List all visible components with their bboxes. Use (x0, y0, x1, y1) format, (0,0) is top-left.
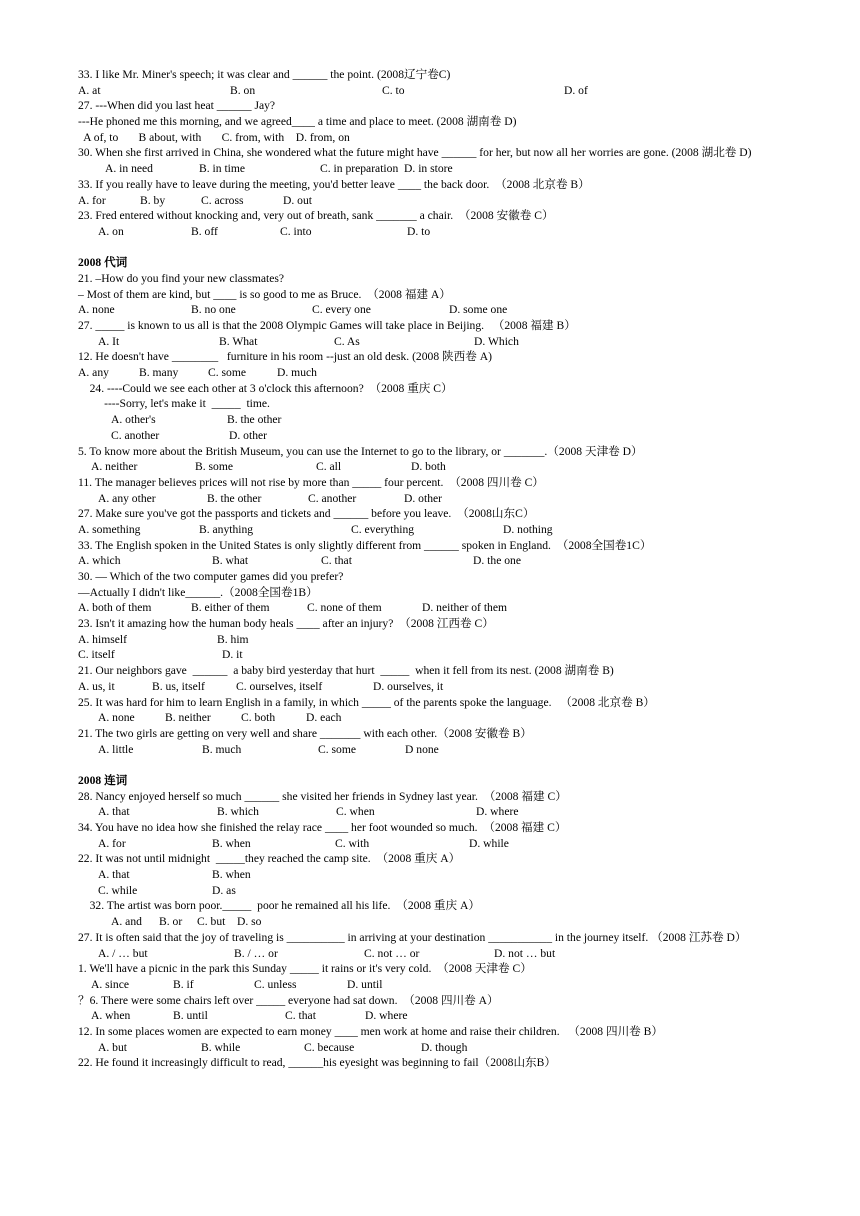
question-line: 33. The English spoken in the United States is only slightly different from ______ spoken in England. （2008全国卷1C） (78, 538, 652, 552)
answer-option: B. many (139, 366, 179, 380)
answer-option: B. him (217, 632, 249, 646)
answer-option: A. something (78, 522, 141, 536)
answer-option: D. it (222, 648, 243, 662)
answer-option: D. as (212, 883, 236, 897)
question-line: 34. You have no idea how she finished the relay race ____ her foot wounded so much. （2008 福建 C） (78, 821, 567, 835)
answer-option: C. itself (78, 648, 115, 662)
answer-option: B. no one (191, 303, 236, 317)
answer-option: B. what (212, 554, 249, 568)
answer-option: D. other (404, 491, 442, 505)
answer-option: D. much (277, 366, 317, 380)
options-line (78, 679, 798, 695)
question-line: ----Sorry, let's make it _____ time. (78, 397, 270, 411)
answer-option: D. not … but (494, 946, 556, 960)
options-line (78, 224, 798, 240)
options-line (78, 412, 798, 428)
options-line (78, 334, 798, 350)
answer-option: C. everything (351, 522, 415, 536)
answer-option: B. What (219, 334, 258, 348)
answer-option: C. that (321, 554, 352, 568)
section-heading: 2008 代词 (78, 256, 128, 270)
answer-option: C. when (336, 805, 375, 819)
answer-option: A. both of them (78, 601, 152, 615)
options-line (78, 600, 798, 616)
question-line: 33. I like Mr. Miner's speech; it was clear and ______ the point. (2008辽宁卷C) (78, 68, 451, 81)
answer-option: D. some one (449, 303, 508, 317)
answer-option: D. the one (473, 554, 521, 568)
question-line: 27. _____ is known to us all is that the 2008 Olympic Games will take place in Beijing. （2008 福建 B） (78, 319, 576, 333)
options-line (78, 193, 798, 209)
options-line (78, 867, 798, 883)
answer-option: C. in preparation D. in store (320, 162, 453, 176)
answer-option: D. though (421, 1040, 468, 1054)
answer-option: C. another (308, 491, 357, 505)
answer-option: A. for (98, 836, 126, 850)
answer-option: D. where (476, 805, 519, 819)
question-line: 23. Isn't it amazing how the human body heals ____ after an injury? （2008 江西卷 C） (78, 617, 494, 631)
answer-option: A. any (78, 366, 109, 380)
options-line (78, 742, 798, 758)
question-line: 12. In some places women are expected to earn money ____ men work at home and raise their children. （2008 四川卷 B） (78, 1024, 663, 1038)
question-line: 25. It was hard for him to learn English in a family, in which _____ of the parents spoke the language. （2008 北京卷 B） (78, 695, 655, 709)
answer-option: D. while (469, 836, 509, 850)
answer-option: A. which (78, 554, 121, 568)
answer-option: C. into (280, 224, 312, 238)
options-line (78, 946, 798, 962)
question-line: —Actually I didn't like______.（2008全国卷1B） (78, 585, 318, 599)
question-line: 33. If you really have to leave during the meeting, you'd better leave ____ the back door. （2008 北京卷 B） (78, 177, 590, 191)
answer-option: D. Which (474, 334, 519, 348)
question-line: 30. When she first arrived in China, she wondered what the future might have ______ for her, but now all her worries are gone. (2008 湖北卷 D) (78, 146, 752, 160)
answer-option: C. As (334, 334, 360, 348)
answer-option: C. unless (254, 977, 297, 991)
answer-option: A. in need (105, 162, 153, 176)
answer-option: C. but (197, 915, 226, 929)
section-spacer (78, 757, 798, 773)
section-heading: 2008 连词 (78, 773, 128, 787)
answer-option: C. ourselves, itself (236, 679, 323, 693)
options-line (78, 365, 798, 381)
answer-option: A. himself (78, 632, 127, 646)
answer-option: D. other (229, 428, 267, 442)
answer-option: B. or (159, 915, 183, 929)
answer-option: C. with (335, 836, 370, 850)
answer-option: B. if (173, 977, 194, 991)
answer-option: B. the other (207, 491, 262, 505)
answer-option: A. that (98, 868, 130, 882)
options-line (78, 459, 798, 475)
question-line: 32. The artist was born poor._____ poor he remained all his life. （2008 重庆 A） (78, 899, 480, 913)
answer-option: D. out (283, 193, 312, 207)
answer-option: A. us, it (78, 679, 115, 693)
answer-option: C. another (111, 428, 160, 442)
answer-option: A. It (98, 334, 120, 348)
options-line (78, 710, 798, 726)
question-line: 30. — Which of the two computer games did you prefer? (78, 570, 344, 584)
question-line: 23. Fred entered without knocking and, very out of breath, sank _______ a chair. （2008 安徽卷 C） (78, 209, 554, 223)
question-line: ---He phoned me this morning, and we agreed____ a time and place to meet. (2008 湖南卷 D) (78, 115, 517, 129)
answer-option: B. when (212, 868, 251, 882)
answer-option: C. across (201, 193, 244, 207)
answer-option: A. at (78, 83, 101, 97)
document-body (78, 67, 798, 1071)
answer-option: B. much (202, 742, 242, 756)
answer-option: C. that (285, 1009, 316, 1023)
answer-option: D. neither of them (422, 601, 507, 615)
answer-option: D. nothing (503, 522, 553, 536)
answer-option: C. both (241, 711, 276, 725)
answer-option: B. which (217, 805, 259, 819)
question-line: 12. He doesn't have ________ furniture in his room --just an old desk. (2008 陕西卷 A) (78, 350, 492, 364)
question-line: 22. It was not until midnight _____they reached the camp site. （2008 重庆 A） (78, 852, 461, 866)
options-line (78, 83, 798, 99)
question-line: 21. –How do you find your new classmates? (78, 271, 285, 285)
answer-option: C. all (316, 460, 342, 474)
question-line: 22. He found it increasingly difficult to read, ______his eyesight was beginning to fail（2008山东B） (78, 1056, 556, 1070)
question-line: ？6. There were some chairs left over _____ everyone had sat down. （2008 四川卷 A） (78, 993, 499, 1007)
options-line (78, 914, 798, 930)
question-line: 1. We'll have a picnic in the park this Sunday _____ it rains or it's very cold. （2008 天津卷 C） (78, 962, 532, 976)
options-line (78, 161, 798, 177)
answer-option: C. not … or (364, 946, 420, 960)
answer-option: B. neither (165, 711, 211, 725)
options-line (78, 632, 798, 648)
question-line: 21. Our neighbors gave ______ a baby bird yesterday that hurt _____ when it fell from its nest. (2008 湖南卷 B) (78, 664, 614, 678)
options-line (78, 491, 798, 507)
answer-option: A. and (111, 915, 142, 929)
answer-option: C. some (318, 742, 357, 756)
answer-option: C. because (304, 1040, 355, 1054)
options-line (78, 1040, 798, 1056)
answer-option: A. on (98, 224, 124, 238)
answer-option: C. some (208, 366, 247, 380)
options-line (78, 522, 798, 538)
answer-option: A. for (78, 193, 106, 207)
section-spacer (78, 240, 798, 256)
answer-option: A. any other (98, 491, 156, 505)
answer-option: C. none of them (307, 601, 382, 615)
question-line: 27. It is often said that the joy of traveling is __________ in arriving at your destination ___________ in the journey itself. （2008 江苏卷 D） (78, 930, 747, 944)
options-line (78, 647, 798, 663)
options-line (78, 553, 798, 569)
question-line: – Most of them are kind, but ____ is so good to me as Bruce. （2008 福建 A） (78, 287, 451, 301)
options-line (78, 836, 798, 852)
question-line: 28. Nancy enjoyed herself so much ______ she visited her friends in Sydney last year. （2008 福建 C） (78, 789, 567, 803)
answer-option: B. either of them (191, 601, 270, 615)
answer-option: B. the other (227, 413, 282, 427)
question-line: 27. Make sure you've got the passports and tickets and ______ before you leave. （2008山东C） (78, 507, 535, 521)
question-line: 27. ---When did you last heat ______ Jay? (78, 99, 276, 113)
answer-option: C. every one (312, 303, 371, 317)
question-line: 24. ----Could we see each other at 3 o'clock this afternoon? （2008 重庆 C） (78, 381, 453, 395)
options-line (78, 428, 798, 444)
answer-option: A. other's (111, 413, 156, 427)
answer-option: C. while (98, 883, 138, 897)
question-line: 21. The two girls are getting on very well and share _______ with each other.（2008 安徽卷 B） (78, 726, 532, 740)
answer-option: A. since (91, 977, 129, 991)
answer-option: B. off (191, 224, 218, 238)
answer-option: B. until (173, 1009, 208, 1023)
answer-option: A. little (98, 742, 134, 756)
answer-option: B. while (201, 1040, 241, 1054)
answer-option: D. so (237, 915, 262, 929)
answer-option: A. that (98, 805, 130, 819)
answer-option: B. on (230, 83, 256, 97)
answer-option: B. anything (199, 522, 254, 536)
answer-option: C. to (382, 83, 405, 97)
options-line (78, 883, 798, 899)
answer-option: D. to (407, 224, 431, 238)
answer-option: A. when (91, 1009, 131, 1023)
answer-option: B. in time (199, 162, 246, 176)
answer-option: D. until (347, 977, 383, 991)
answer-option: D. where (365, 1009, 408, 1023)
options-line (78, 1008, 798, 1024)
answer-option: B. us, itself (152, 679, 205, 693)
options-line (78, 302, 798, 318)
answer-option: A. none (98, 711, 135, 725)
question-line: 5. To know more about the British Museum, you can use the Internet to go to the library, or _______.（2008 天津卷 D） (78, 444, 643, 458)
answer-option: D. each (306, 711, 342, 725)
answer-option: D. both (411, 460, 446, 474)
answer-option: B. when (212, 836, 251, 850)
answer-option: D. ourselves, it (373, 679, 444, 693)
answer-option: A. / … but (98, 946, 148, 960)
answer-option: B. / … or (234, 946, 278, 960)
answer-option: B. by (140, 193, 166, 207)
answer-option: D. of (564, 83, 588, 97)
question-line: A of, to B about, with C. from, with D. from, on (78, 130, 350, 144)
answer-option: A. but (98, 1040, 127, 1054)
answer-option: D none (405, 742, 439, 756)
answer-option: B. some (195, 460, 234, 474)
options-line (78, 804, 798, 820)
options-line (78, 977, 798, 993)
question-line: 11. The manager believes prices will not rise by more than _____ four percent. （2008 四川卷 C） (78, 475, 544, 489)
answer-option: A. none (78, 303, 115, 317)
answer-option: A. neither (91, 460, 138, 474)
